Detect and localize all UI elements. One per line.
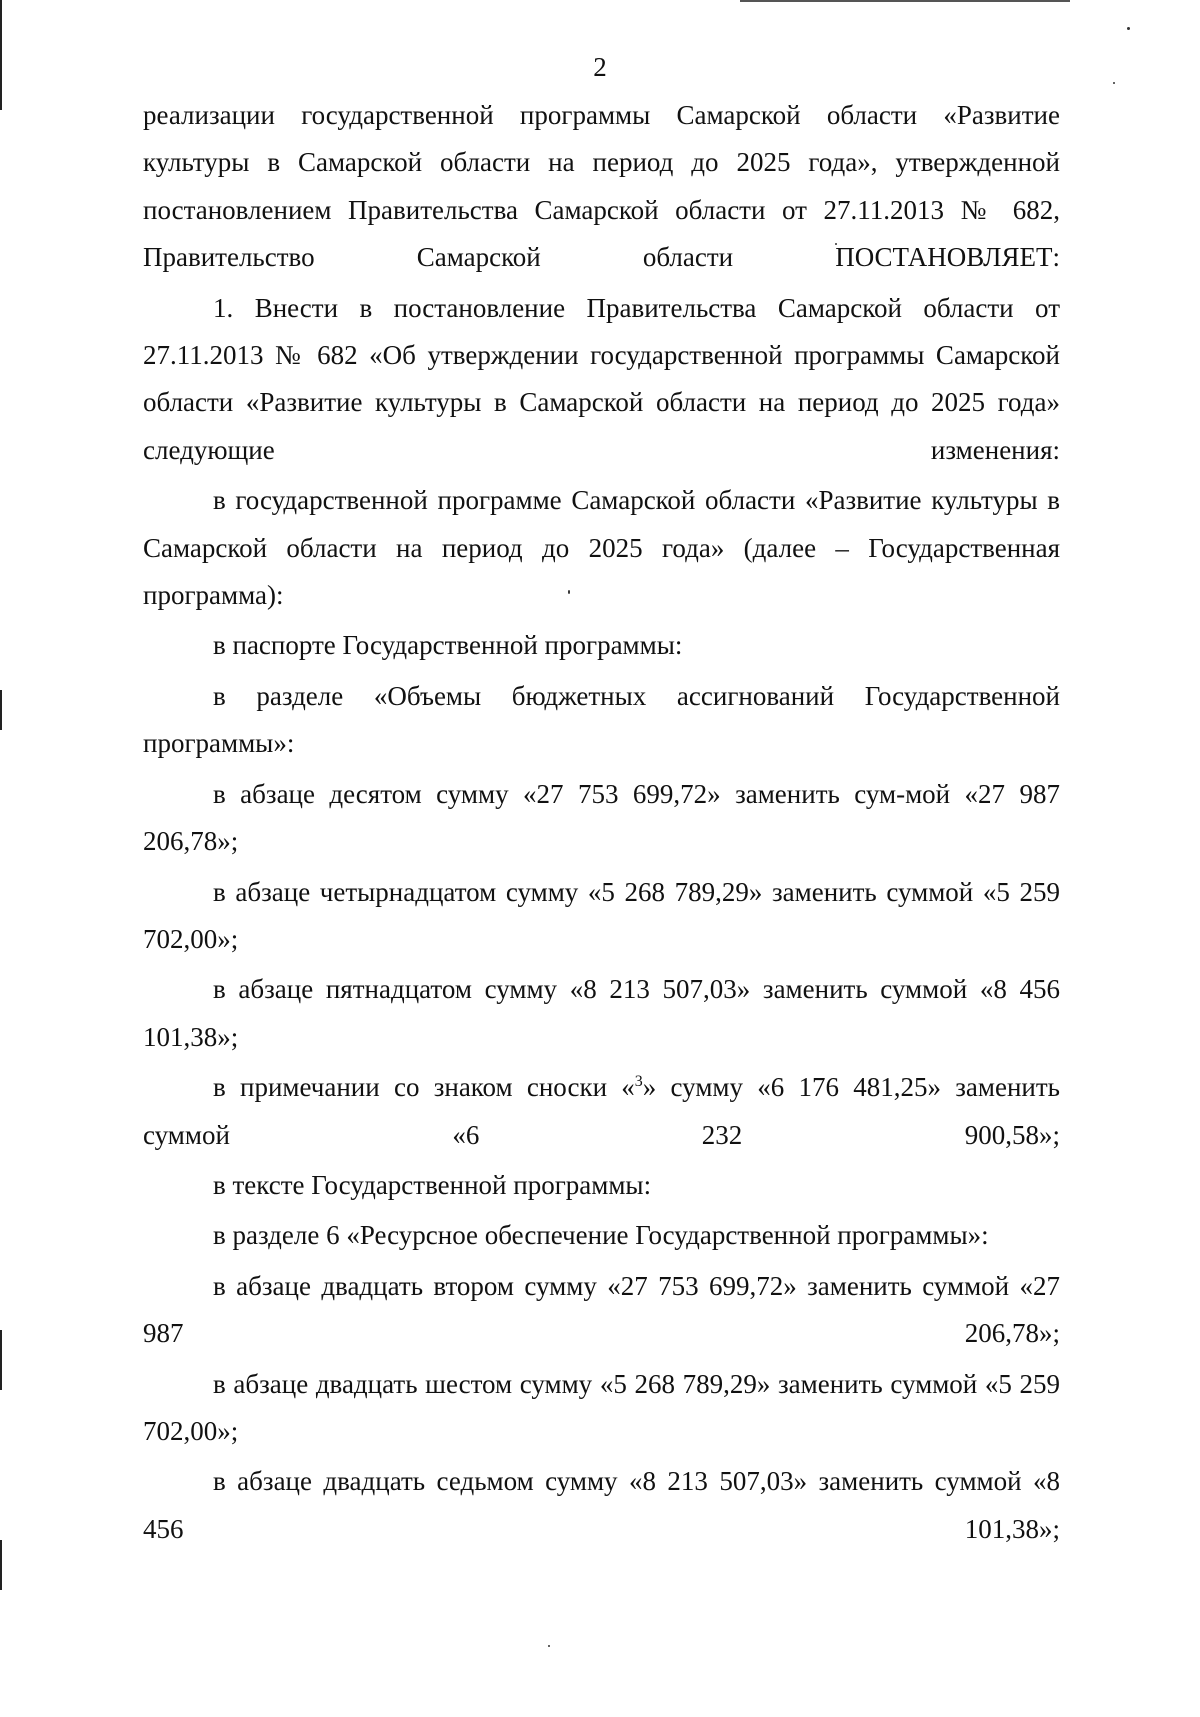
scan-edge-line (0, 1330, 2, 1390)
paragraph: в государственной программе Самарской области «Развитие культуры в Самарской области на период до 2025 года» (далее – Государственная программа): (143, 485, 1060, 611)
paragraph: в абзаце десятом сумму «27 753 699,72» заменить сум-мой «27 987 206,78»; (143, 778, 1060, 857)
paragraph: реализации государственной программы Самарской области «Развитие культуры в Самарской области на период до 2025 года», утвержденной постановлением Правительства Самарской области от 27.11.2013 № 682, Правительство Самарской области ПОСТАНОВЛЯЕТ: (143, 100, 1060, 273)
footnote-mark: 3 (634, 1073, 643, 1091)
paragraph: в абзаце двадцать шестом сумму «5 268 789,29» заменить суммой «5 259 702,00»; (143, 1368, 1060, 1446)
paragraph: 1. Внести в постановление Правительства Самарской области от 27.11.2013 № 682 «Об утверждении государственной программы Самарской области «Развитие культуры в Самарской области на период до 2025 года» следующие изменения: (143, 292, 1060, 465)
paragraph: в абзаце четырнадцатом сумму «5 268 789,29» заменить суммой «5 259 702,00»; (143, 876, 1060, 954)
paragraph: в разделе 6 «Ресурсное обеспечение Государственной программы»: (213, 1220, 989, 1251)
paragraph: в разделе «Объемы бюджетных ассигнований Государственной программы»: (143, 680, 1060, 759)
paragraph: в абзаце двадцать седьмом сумму «8 213 507,03» заменить суммой «8 456 101,38»; (143, 1466, 1060, 1544)
document-body (143, 92, 1060, 1553)
scan-edge-line (0, 1540, 2, 1590)
paragraph: в паспорте Государственной программы: (213, 630, 683, 661)
paragraph-text: » сумму «6 176 481,25» заменить суммой «6 232 900,58»; (143, 1072, 1060, 1150)
scan-top-line (740, 0, 1070, 2)
paragraph: в абзаце двадцать втором сумму «27 753 699,72» заменить суммой «27 987 206,78»; (143, 1270, 1060, 1349)
paragraph-text: в примечании со знаком сноски « (213, 1072, 635, 1103)
page-number: 2 (593, 52, 607, 82)
scan-edge-line (0, 690, 2, 730)
paragraph: в абзаце пятнадцатом сумму «8 213 507,03» заменить суммой «8 456 101,38»; (143, 974, 1060, 1052)
scan-speck (1127, 27, 1130, 30)
paragraph: в тексте Государственной программы: (213, 1169, 652, 1200)
paragraph-footnote (143, 1064, 1060, 1159)
scan-speck (548, 1645, 550, 1647)
